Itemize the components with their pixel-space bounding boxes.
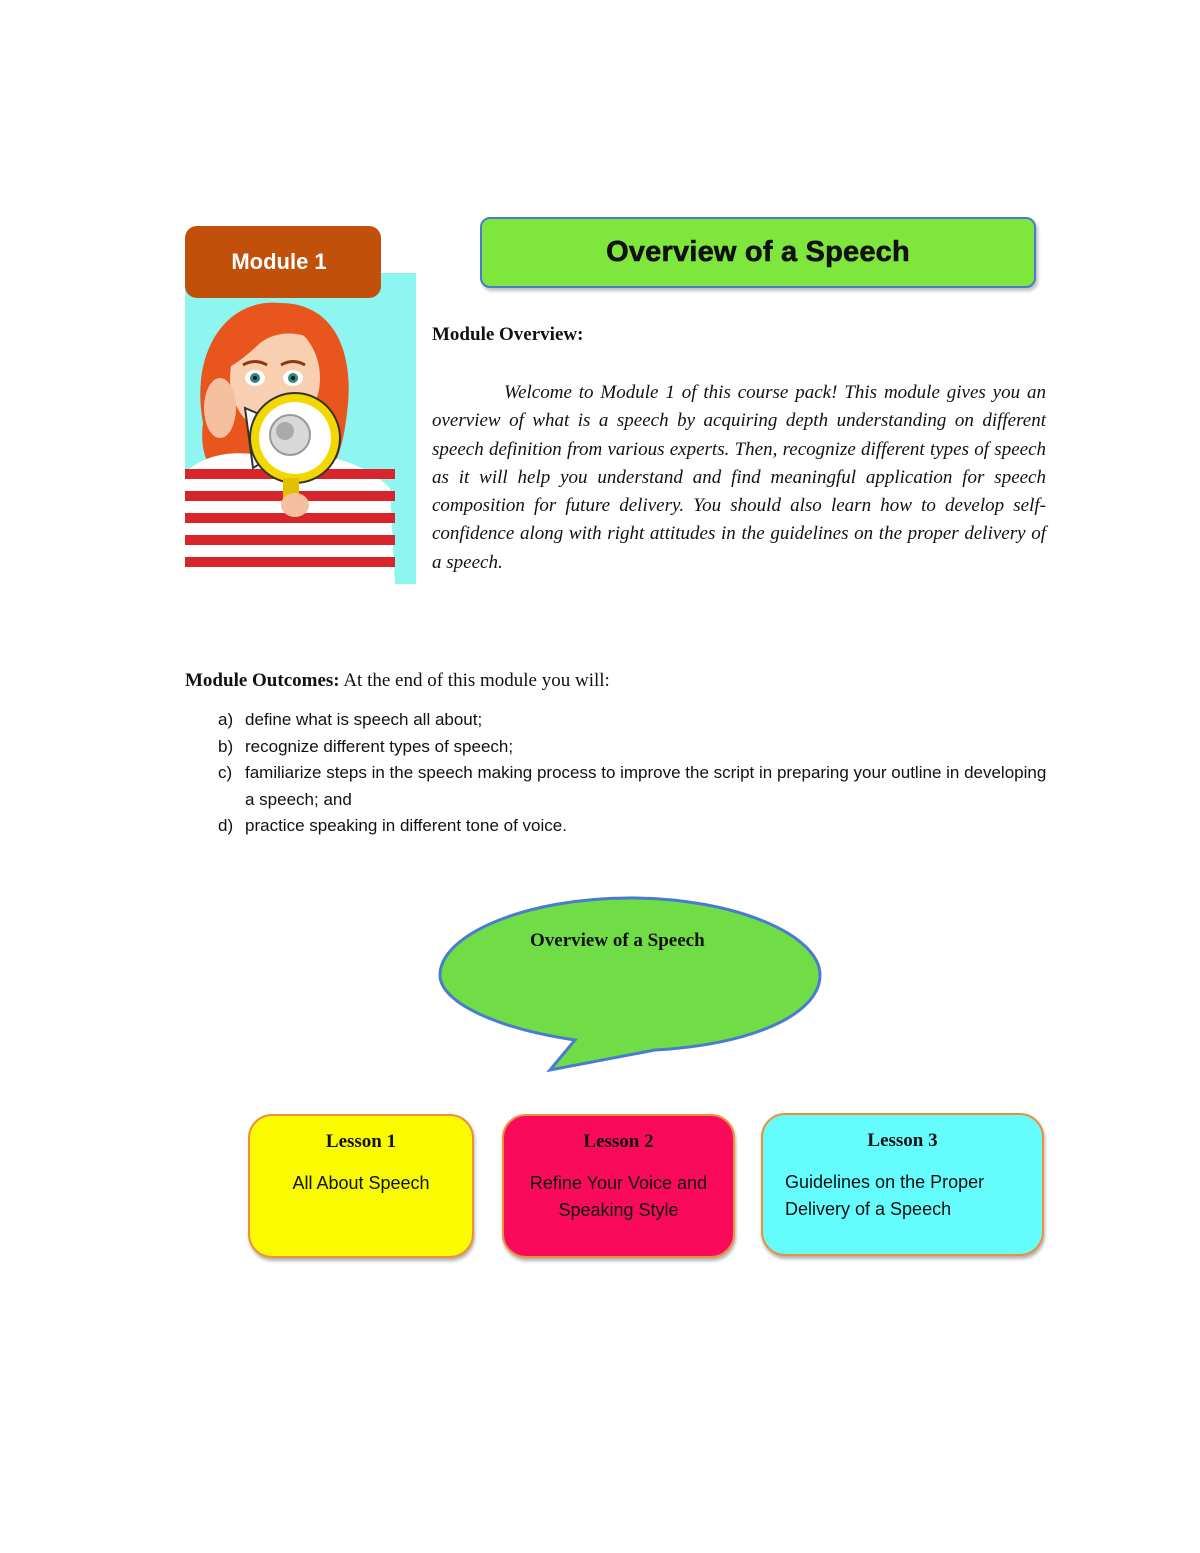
list-item-text: recognize different types of speech; bbox=[245, 736, 514, 756]
bubble-label: Overview of a Speech bbox=[530, 930, 705, 951]
lesson-card-1 bbox=[248, 1114, 474, 1258]
module-badge bbox=[185, 226, 381, 298]
page-title: Overview of a Speech bbox=[606, 236, 910, 268]
outcomes-intro bbox=[185, 670, 610, 692]
list-marker: b) bbox=[218, 736, 234, 756]
outcomes-label: Module Outcomes: bbox=[185, 670, 340, 691]
lesson-title: Lesson 2 bbox=[583, 1131, 654, 1152]
lesson-card-3 bbox=[761, 1113, 1044, 1256]
lesson-description: All About Speech bbox=[292, 1173, 430, 1193]
title-banner bbox=[480, 217, 1036, 288]
module-badge-label: Module 1 bbox=[231, 249, 327, 274]
list-item-text: familiarize steps in the speech making process to improve the script in preparing your outline in developing a speech; and bbox=[245, 763, 1047, 809]
list-item bbox=[218, 707, 1050, 734]
speech-bubble-shape bbox=[430, 890, 830, 1080]
overview-body: Welcome to Module 1 of this course pack! This module gives you an overview of what is a speech by acquiring depth understanding on different speech definition from various experts. Then, recognize different types of speech as it will help you understand and find meaningful application for speech composition for future delivery. You should also learn how to develop self-confidence along with right attitudes in the guidelines on the proper delivery of a speech. bbox=[432, 382, 1046, 573]
lesson-card-2 bbox=[502, 1114, 735, 1258]
overview-heading: Module Overview: bbox=[432, 324, 584, 345]
lesson-description: Refine Your Voice and Speaking Style bbox=[529, 1173, 708, 1220]
lesson-title: Lesson 3 bbox=[867, 1130, 938, 1151]
list-marker: d) bbox=[218, 816, 234, 835]
outcomes-intro-text: At the end of this module you will: bbox=[339, 670, 610, 691]
lesson-title: Lesson 1 bbox=[325, 1131, 397, 1152]
outcomes-list bbox=[218, 707, 1050, 840]
list-item-text: define what is speech all about; bbox=[245, 710, 483, 729]
list-marker: a) bbox=[218, 710, 234, 729]
list-item bbox=[218, 734, 1050, 761]
list-item bbox=[218, 760, 1050, 813]
list-item bbox=[218, 813, 1050, 840]
list-item-text: practice speaking in different tone of voice. bbox=[245, 816, 567, 835]
woman-with-megaphone-icon bbox=[185, 273, 416, 584]
list-marker: c) bbox=[218, 763, 233, 782]
lesson-description: Guidelines on the Proper Delivery of a Speech bbox=[785, 1172, 985, 1219]
